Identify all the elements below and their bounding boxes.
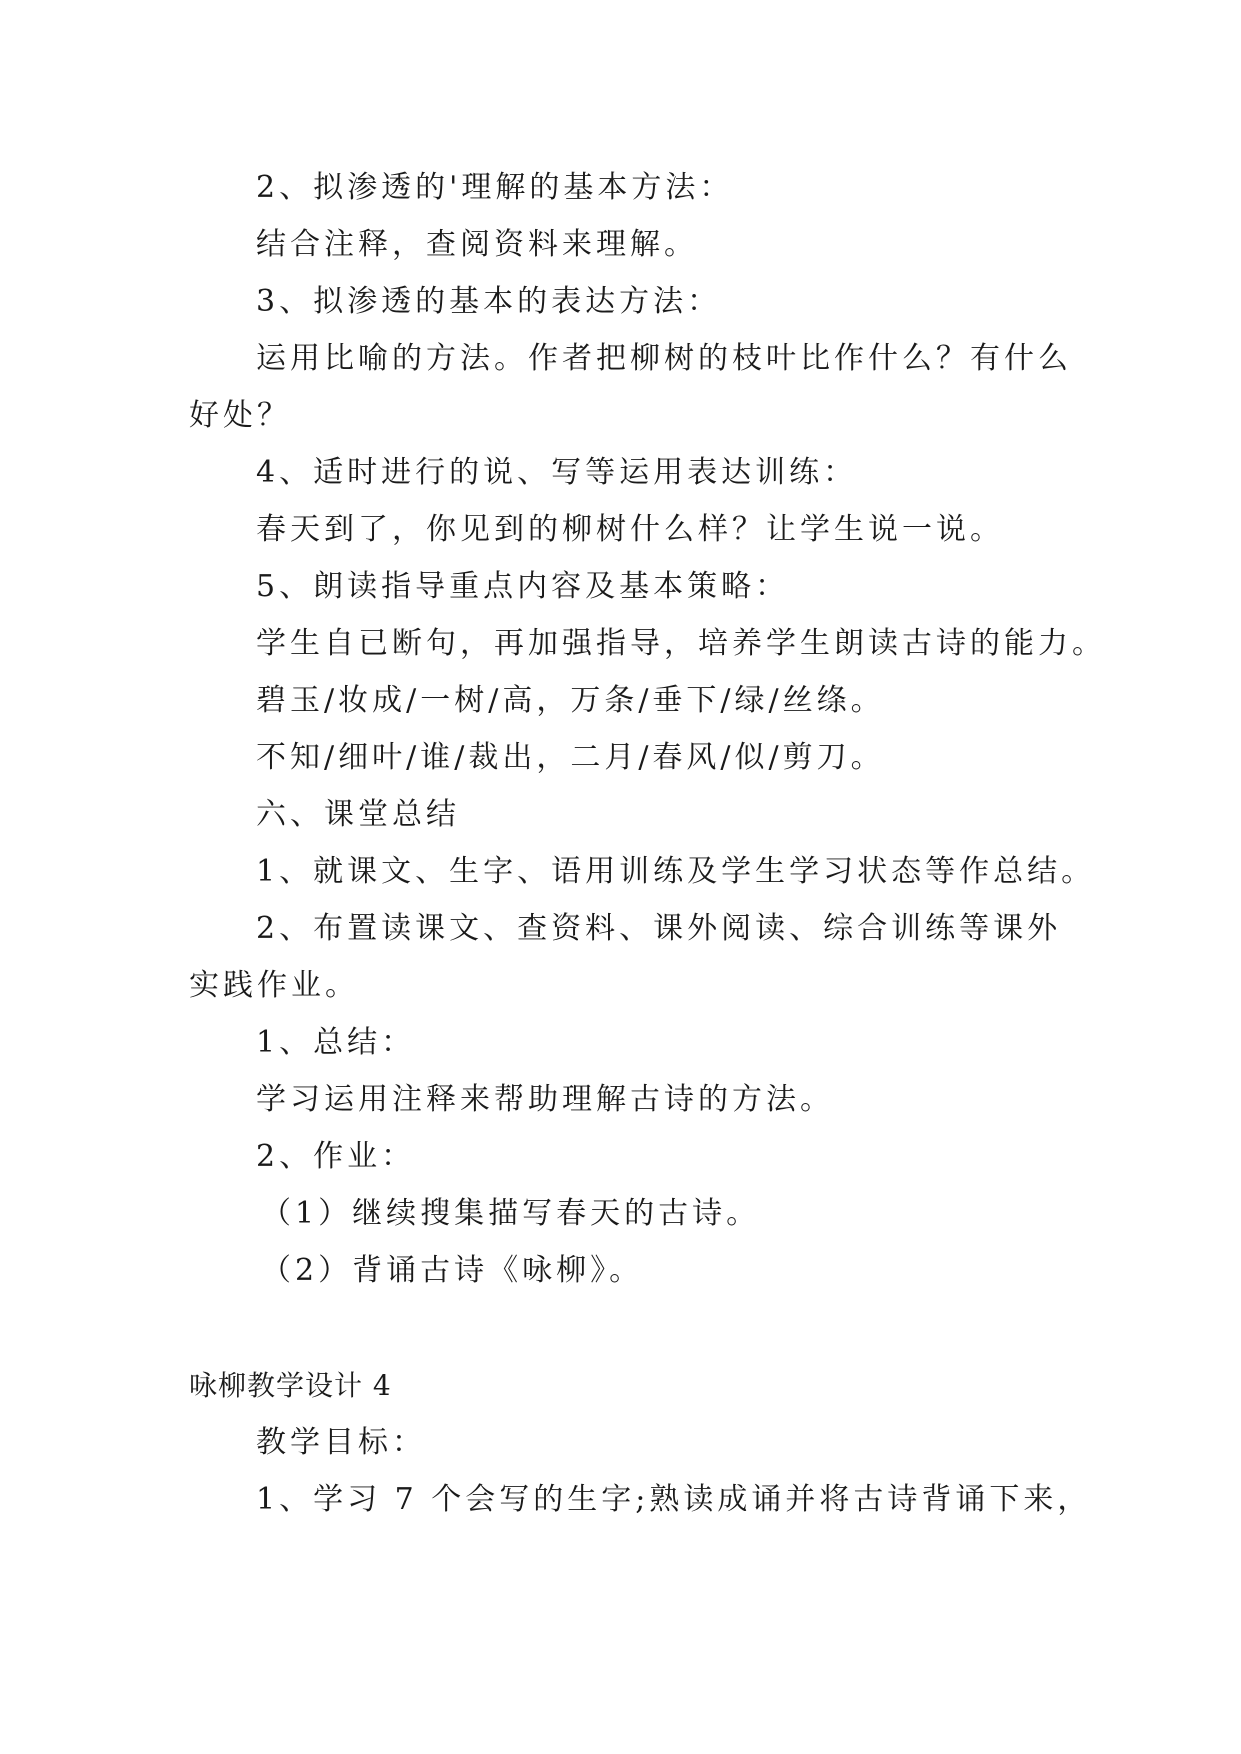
paragraph-line: （1）继续搜集描写春天的古诗。	[261, 1196, 761, 1231]
paragraph-line: 1、就课文、生字、语用训练及学生学习状态等作总结。	[256, 854, 1096, 889]
paragraph-line: 5、朗读指导重点内容及基本策略：	[256, 569, 790, 604]
paragraph-line: 学生自已断句，再加强指导，培养学生朗读古诗的能力。	[256, 626, 1106, 661]
paragraph-line: 教学目标：	[256, 1425, 426, 1460]
paragraph-line: 2、布置读课文、查资料、课外阅读、综合训练等课外	[256, 911, 1062, 946]
paragraph-line: 春天到了，你见到的柳树什么样？让学生说一说。	[256, 512, 1004, 547]
paragraph-line: （2）背诵古诗《咏柳》。	[261, 1253, 644, 1288]
paragraph-line: 好处？	[189, 398, 291, 433]
paragraph-line: 1、学习 7 个会写的生字;熟读成诵并将古诗背诵下来，	[256, 1482, 1092, 1517]
paragraph-line: 2、拟渗透的'理解的基本方法：	[256, 170, 734, 205]
paragraph-line: 运用比喻的方法。作者把柳树的枝叶比作什么？有什么	[256, 341, 1072, 376]
paragraph-line: 不知/细叶/谁/裁出，二月/春风/似/剪刀。	[256, 740, 885, 775]
paragraph-line: 结合注释，查阅资料来理解。	[256, 227, 698, 262]
paragraph-line: 3、拟渗透的基本的表达方法：	[256, 284, 722, 319]
section-title: 咏柳教学设计 4	[189, 1369, 392, 1402]
paragraph-line: 4、适时进行的说、写等运用表达训练：	[256, 455, 858, 490]
paragraph-line: 2、作业：	[256, 1139, 416, 1174]
paragraph-line: 实践作业。	[189, 968, 359, 1003]
paragraph-line: 六、课堂总结	[256, 797, 460, 832]
paragraph-line: 学习运用注释来帮助理解古诗的方法。	[256, 1082, 834, 1117]
paragraph-line: 碧玉/妆成/一树/高，万条/垂下/绿/丝绦。	[256, 683, 885, 718]
paragraph-line: 1、总结：	[256, 1025, 416, 1060]
